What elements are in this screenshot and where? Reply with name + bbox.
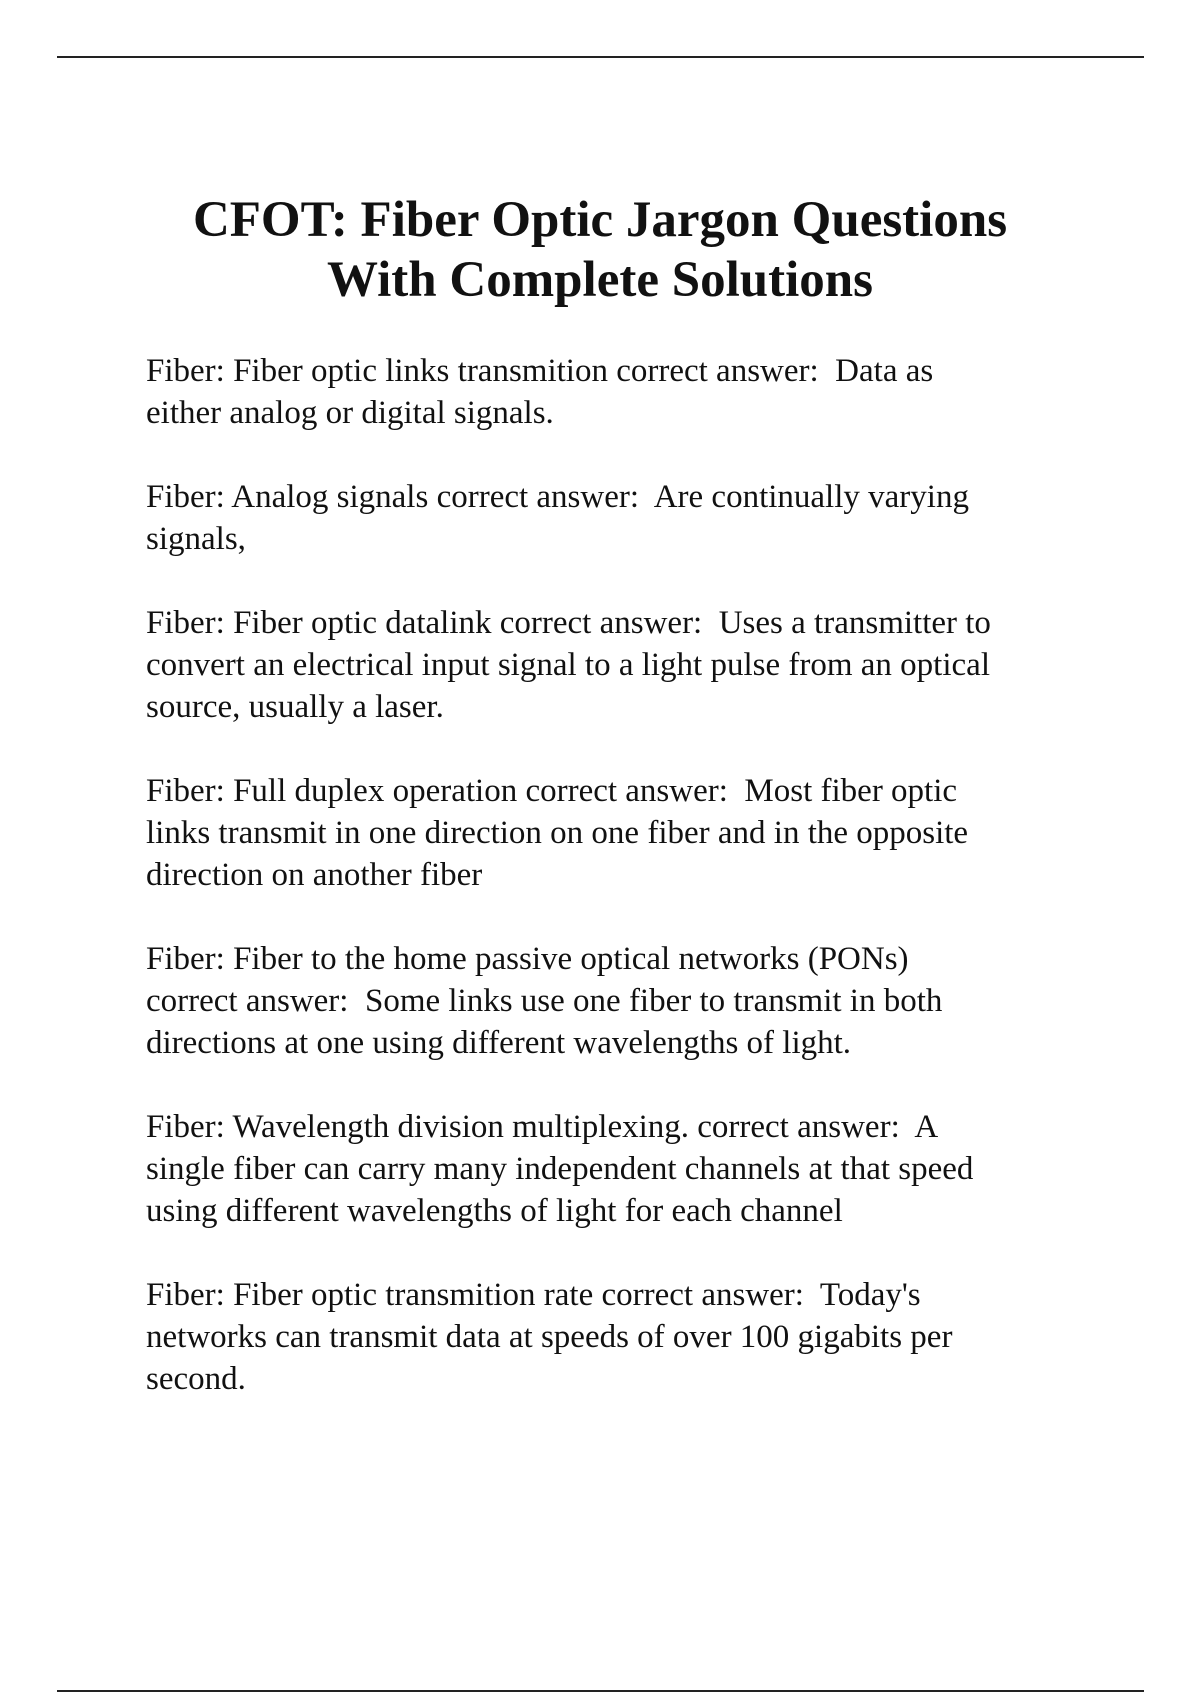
qa-line: Fiber: Fiber optic transmition rate correct answer: Today's: [146, 1277, 921, 1313]
qa-entry-3: [146, 602, 1096, 728]
qa-entry-7: [146, 1274, 1096, 1400]
title-line-2: With Complete Solutions: [327, 252, 873, 308]
qa-entry-1: [146, 350, 1096, 434]
document-title: [100, 190, 1100, 310]
qa-line: correct answer: Some links use one fiber to transmit in both: [146, 983, 943, 1019]
qa-line: convert an electrical input signal to a light pulse from an optical: [146, 647, 990, 683]
qa-entry-5: [146, 938, 1096, 1064]
qa-line: Fiber: Full duplex operation correct answer: Most fiber optic: [146, 773, 958, 809]
qa-entry-6: [146, 1106, 1096, 1232]
qa-line: source, usually a laser.: [146, 689, 444, 725]
footer-rule: [57, 1690, 1144, 1692]
qa-line: Fiber: Fiber optic datalink correct answer: Uses a transmitter to: [146, 605, 991, 641]
header-rule: [57, 56, 1144, 58]
qa-line: direction on another fiber: [146, 857, 483, 893]
qa-line: either analog or digital signals.: [146, 395, 554, 431]
qa-entry-2: [146, 476, 1096, 560]
qa-entry-4: [146, 770, 1096, 896]
qa-line: signals,: [146, 521, 246, 557]
title-line-1: CFOT: Fiber Optic Jargon Questions: [192, 192, 1008, 248]
qa-line: Fiber: Wavelength division multiplexing. correct answer: A: [146, 1109, 939, 1145]
qa-line: single fiber can carry many independent channels at that speed: [146, 1151, 974, 1187]
qa-line: second.: [146, 1361, 246, 1397]
qa-line: Fiber: Fiber to the home passive optical networks (PONs): [146, 941, 909, 977]
qa-line: networks can transmit data at speeds of over 100 gigabits per: [146, 1319, 953, 1355]
qa-line: links transmit in one direction on one fiber and in the opposite: [146, 815, 969, 851]
qa-line: directions at one using different wavelengths of light.: [146, 1025, 852, 1061]
qa-list: [146, 350, 1096, 1442]
qa-line: using different wavelengths of light for each channel: [146, 1193, 843, 1229]
qa-line: Fiber: Fiber optic links transmition correct answer: Data as: [146, 353, 934, 389]
qa-line: Fiber: Analog signals correct answer: Are continually varying: [146, 479, 969, 515]
